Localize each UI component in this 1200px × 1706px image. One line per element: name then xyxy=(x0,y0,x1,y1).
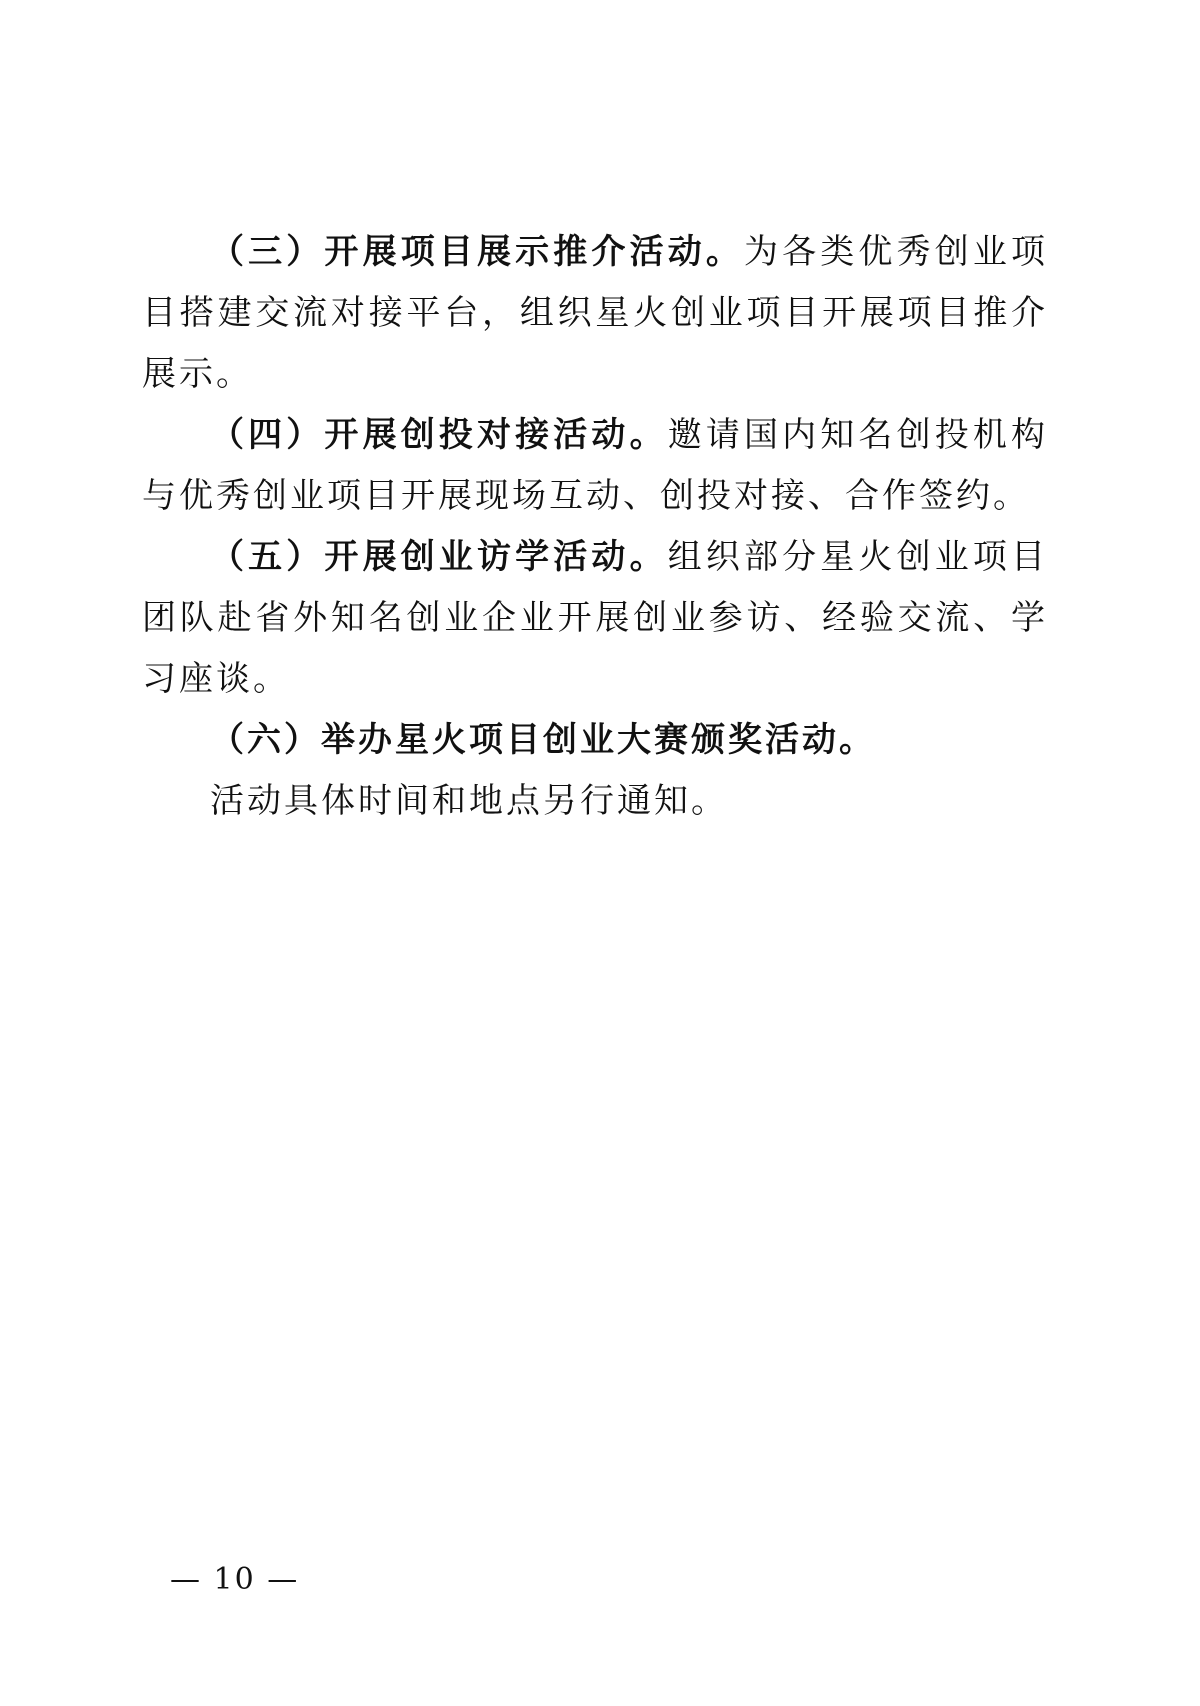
paragraph-closing-note xyxy=(142,771,1048,832)
section-text-4: 邀请国内知名创投机构与优秀创业项目开展现场互动、创投对接、合作签约。 xyxy=(142,415,1049,516)
closing-text: 活动具体时间和地点另行通知。 xyxy=(210,781,728,821)
paragraph-section-4 xyxy=(142,405,1048,527)
paragraph-section-5 xyxy=(142,527,1048,710)
page-number: — 10 — xyxy=(170,1562,300,1597)
section-text-3: 为各类优秀创业项目搭建交流对接平台，组织星火创业项目开展项目推介展示。 xyxy=(142,232,1048,394)
paragraph-section-3 xyxy=(142,222,1048,405)
section-heading-5: （五）开展创业访学活动。 xyxy=(210,537,668,577)
section-text-5: 组织部分星火创业项目团队赴省外知名创业企业开展创业参访、经验交流、学习座谈。 xyxy=(142,537,1049,699)
section-heading-4: （四）开展创投对接活动。 xyxy=(210,415,668,455)
paragraph-section-6 xyxy=(142,710,1048,771)
section-heading-6: （六）举办星火项目创业大赛颁奖活动。 xyxy=(210,720,876,760)
section-heading-3: （三）开展项目展示推介活动。 xyxy=(210,232,744,272)
document-body xyxy=(142,222,1048,832)
